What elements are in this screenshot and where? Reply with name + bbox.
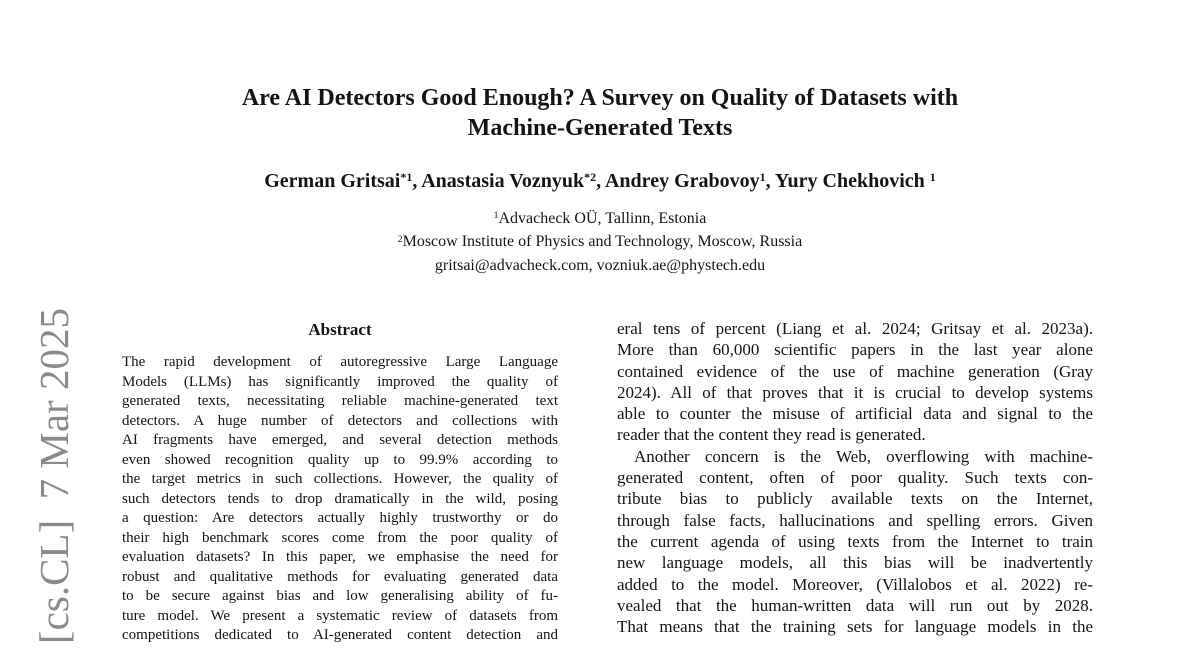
body-text-line: vealed that the human-written data will run out by 2028. xyxy=(617,595,1093,615)
abstract-text-line: to be secure against bias and low generalising ability of fu- xyxy=(122,588,558,604)
paper-title xyxy=(0,83,1200,143)
introduction-column xyxy=(617,318,1093,637)
body-text-line: contained evidence of the use of machine generation (Gray xyxy=(617,361,1093,381)
abstract-text-line: their high benchmark scores come from the poor quality of xyxy=(122,529,558,546)
body-text-line: the current agenda of using texts from the Internet to train xyxy=(617,531,1093,551)
body-paragraph xyxy=(617,318,1093,446)
author-affiliation-mark: *1 xyxy=(400,170,413,184)
abstract-body xyxy=(122,353,558,646)
body-text-line: added to the model. Moreover, (Villalobos et al. 2022) re- xyxy=(617,574,1093,594)
affiliation-line xyxy=(0,208,1200,231)
author xyxy=(775,170,936,192)
author-affiliation-mark: 1 xyxy=(929,170,936,184)
body-text-line: tribute bias to publicly available texts on the Internet, xyxy=(617,489,1093,509)
abstract-text-line: generated texts, necessitating reliable machine-generated text xyxy=(122,393,558,409)
body-text-line: generated content, often of poor quality. Such texts con- xyxy=(617,468,1093,488)
body-text-line: More than 60,000 scientific papers in the last year alone xyxy=(617,340,1093,360)
arxiv-category-stamp: [cs.CL] 7 Mar 2025 xyxy=(31,308,77,644)
abstract-text-line: a question: Are detectors actually highly trustworthy or do xyxy=(122,510,558,526)
abstract-text-line: competitions dedicated to AI-generated content detection and xyxy=(122,627,558,643)
body-text-line: through false facts, hallucinations and spelling errors. Given xyxy=(617,510,1093,530)
paper-title-line: Machine-Generated Texts xyxy=(467,115,733,141)
author-name: Andrey Grabovoy xyxy=(604,170,760,192)
body-text-line: reader that the content they read is generated. xyxy=(617,425,926,445)
author-separator: , xyxy=(412,170,422,192)
title-block xyxy=(0,0,1200,276)
author-emails: gritsai@advacheck.com, vozniuk.ae@phystech.edu xyxy=(434,256,766,274)
body-text-line: Another concern is the Web, overflowing with machine- xyxy=(634,446,1093,466)
affiliation-line xyxy=(0,231,1200,254)
body-text-line: That means that the training sets for language models in the xyxy=(617,617,1093,637)
body-paragraph xyxy=(617,446,1093,638)
body-text-line: eral tens of percent (Liang et al. 2024; Gritsay et al. 2023a). xyxy=(617,319,1093,338)
abstract-text-line: robust and qualitative methods for evaluating generated data xyxy=(122,568,558,585)
body-text-line: able to counter the misuse of artificial data and signal to the xyxy=(617,404,1093,424)
paper-title-line: Are AI Detectors Good Enough? A Survey on Quality of Datasets with xyxy=(241,85,959,111)
body-text-line: new language models, all this bias will be inadvertently xyxy=(617,553,1093,573)
author-name: Yury Chekhovich xyxy=(774,170,930,192)
affiliation-mark: 1 xyxy=(493,210,499,222)
abstract-text-line: ture model. We present a systematic review of datasets from xyxy=(122,607,558,624)
author-name: Anastasia Voznyuk xyxy=(421,170,585,192)
abstract-heading: Abstract xyxy=(308,320,372,339)
abstract-text-line: the target metrics in such collections. However, the quality of xyxy=(122,471,558,487)
author-separator: , xyxy=(765,170,775,192)
affiliation-block xyxy=(0,208,1200,276)
affiliation-mark: 2 xyxy=(397,233,403,245)
abstract-text-line: evaluation datasets? In this paper, we emphasise the need for xyxy=(122,549,558,565)
affiliation-text: Advacheck OÜ, Tallinn, Estonia xyxy=(498,210,707,227)
author xyxy=(605,170,775,192)
affiliation-text: Moscow Institute of Physics and Technology, Moscow, Russia xyxy=(402,233,803,251)
body-text-line: 2024). All of that proves that it is crucial to develop systems xyxy=(617,382,1093,402)
abstract-text-line: The rapid development of autoregressive Large Language xyxy=(122,354,558,370)
abstract-text-line: AI fragments have emerged, and several detection methods xyxy=(122,432,558,448)
author-name: German Gritsai xyxy=(264,170,401,192)
author xyxy=(421,170,605,192)
author-affiliation-mark: 1 xyxy=(759,170,766,184)
abstract-text-line: even showed recognition quality up to 99.9% according to xyxy=(122,451,558,468)
author-affiliation-mark: *2 xyxy=(584,170,597,184)
abstract-text-line: Models (LLMs) has significantly improved the quality of xyxy=(122,373,558,390)
author-list xyxy=(0,168,1200,196)
abstract-text-line: detectors. A huge number of detectors and collections with xyxy=(122,412,558,429)
abstract-text-line: such detectors tends to drop dramatically in the wild, posing xyxy=(122,490,558,507)
author-separator: , xyxy=(596,170,605,192)
abstract-section xyxy=(122,320,558,646)
author xyxy=(264,170,421,192)
